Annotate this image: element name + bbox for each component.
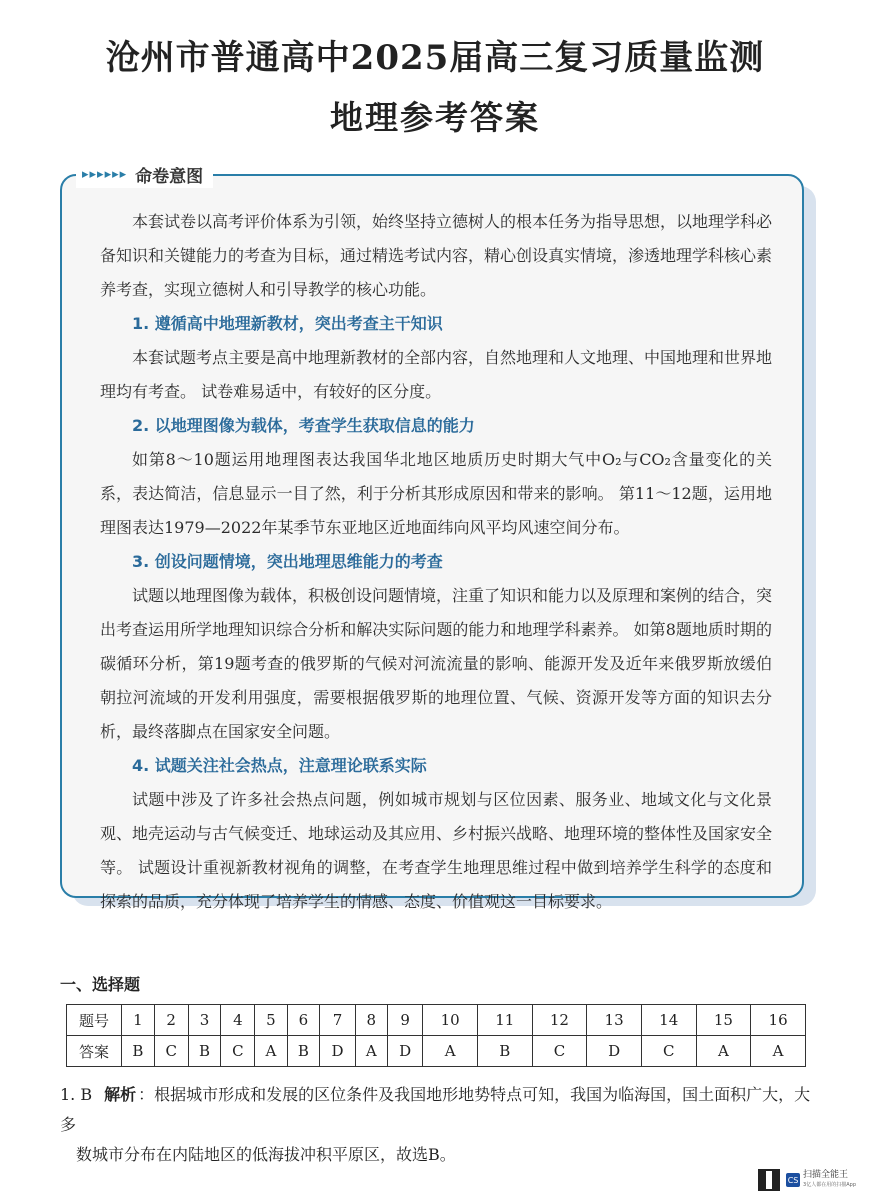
answer-cell: A	[423, 1036, 478, 1067]
question-number: 12	[532, 1005, 587, 1036]
document-subtitle: 地理参考答案	[330, 98, 540, 137]
question-number: 8	[355, 1005, 387, 1036]
question-number-row	[67, 1005, 806, 1036]
question-number: 4	[221, 1005, 255, 1036]
choice-section-label: 一、选择题	[60, 975, 141, 994]
question-number: 7	[320, 1005, 355, 1036]
answer-cell: C	[154, 1036, 188, 1067]
question-number: 2	[154, 1005, 188, 1036]
section-heading-4: 4. 试题关注社会热点，注意理论联系实际	[132, 756, 427, 775]
question-number: 5	[255, 1005, 287, 1036]
answer-cell: A	[751, 1036, 806, 1067]
explanation-line-1	[60, 1080, 820, 1140]
answer-table	[66, 1004, 806, 1067]
intent-box-header	[76, 160, 213, 188]
section-body-3: 试题以地理图像为载体，积极创设问题情境，注重了知识和能力以及原理和案例的结合，突出考查运用所学地理知识综合分析和解决实际问题的能力和地理学科素养。 如第8题地质时期的碳循环分析，第19题考查的俄罗斯的气候对河流流量的影响、能源开发及近年来俄罗斯放缓伯朝拉河流域的开发利用强度，需要根据俄罗斯的地理位置、气候、资源开发等方面的知识去分析，最终落脚点在国家安全问题。	[100, 586, 773, 741]
question-number: 15	[696, 1005, 751, 1036]
question-number: 1	[122, 1005, 155, 1036]
section-heading-1: 1. 遵循高中地理新教材，突出考查主干知识	[132, 314, 443, 333]
answer-row	[67, 1036, 806, 1067]
qr-code-icon	[758, 1169, 780, 1191]
explanation-keyword: 解析	[104, 1085, 137, 1104]
document-title: 沧州市普通高中2025届高三复习质量监测	[105, 38, 765, 78]
arrows-icon: ▸▸▸▸▸▸	[82, 166, 128, 182]
question-number: 10	[423, 1005, 478, 1036]
question-number: 11	[477, 1005, 532, 1036]
watermark-name: 扫描全能王	[803, 1170, 849, 1180]
section-body-4: 试题中涉及了许多社会热点问题，例如城市规划与区位因素、服务业、地域文化与文化景观、地壳运动与古气候变迁、地球运动及其应用、乡村振兴战略、地理环境的整体性及国家安全等。 试题设计重视新教材视角的调整，在考查学生地理思维过程中做到培养学生科学的态度和探索的品质，充分体现了培养学生的情感、态度、价值观这一目标要求。	[100, 790, 773, 911]
explanation-line-2: 数城市分布在内陆地区的低海拔冲积平原区，故选B。	[76, 1145, 456, 1164]
answer-cell: A	[696, 1036, 751, 1067]
section-heading-3: 3. 创设问题情境，突出地理思维能力的考查	[132, 552, 443, 571]
answer-cell: A	[355, 1036, 387, 1067]
intro-paragraph: 本套试卷以高考评价体系为引领，始终坚持立德树人的根本任务为指导思想，以地理学科必备知识和关键能力的考查为目标，通过精选考试内容，精心创设真实情境，渗透地理学科核心素养考查，实现立德树人和引导教学的核心功能。	[100, 212, 773, 299]
answer-cell: D	[387, 1036, 422, 1067]
answer-cell: C	[532, 1036, 587, 1067]
question-number: 9	[387, 1005, 422, 1036]
explanation-number: 1. B	[60, 1085, 93, 1104]
intent-box-content	[100, 205, 772, 919]
camscanner-logo-icon: CS	[786, 1173, 800, 1187]
intent-box-title: 命卷意图	[135, 166, 204, 187]
section-heading-2: 2. 以地理图像为载体，考查学生获取信息的能力	[132, 416, 475, 435]
question-number: 6	[287, 1005, 320, 1036]
section-body-1: 本套试题考点主要是高中地理新教材的全部内容，自然地理和人文地理、中国地理和世界地理均有考查。 试卷难易适中，有较好的区分度。	[100, 348, 773, 401]
answer-cell: B	[188, 1036, 221, 1067]
question-number: 16	[751, 1005, 806, 1036]
question-number: 14	[641, 1005, 696, 1036]
watermark-subtitle: 3亿人都在用的扫描App	[803, 1182, 856, 1188]
scanner-watermark	[758, 1169, 856, 1191]
answer-cell: B	[477, 1036, 532, 1067]
row-label-number: 题号	[67, 1005, 122, 1036]
answer-cell: A	[255, 1036, 287, 1067]
answer-cell: B	[122, 1036, 155, 1067]
answer-cell: C	[641, 1036, 696, 1067]
explanation-1	[60, 1080, 820, 1170]
row-label-answer: 答案	[67, 1036, 122, 1067]
answer-cell: D	[320, 1036, 355, 1067]
section-body-2: 如第8～10题运用地理图表达我国华北地区地质历史时期大气中O₂与CO₂含量变化的关系，表达简洁，信息显示一目了然，利于分析其形成原因和带来的影响。 第11～12题，运用地理图表达1979—2022年某季节东亚地区近地面纬向风平均风速空间分布。	[100, 450, 772, 537]
answer-cell: D	[587, 1036, 642, 1067]
question-number: 3	[188, 1005, 221, 1036]
answer-cell: B	[287, 1036, 320, 1067]
question-number: 13	[587, 1005, 642, 1036]
explanation-text: ：根据城市形成和发展的区位条件及我国地形地势特点可知，我国为临海国，国土面积广大，大多	[60, 1085, 811, 1134]
answer-cell: C	[221, 1036, 255, 1067]
